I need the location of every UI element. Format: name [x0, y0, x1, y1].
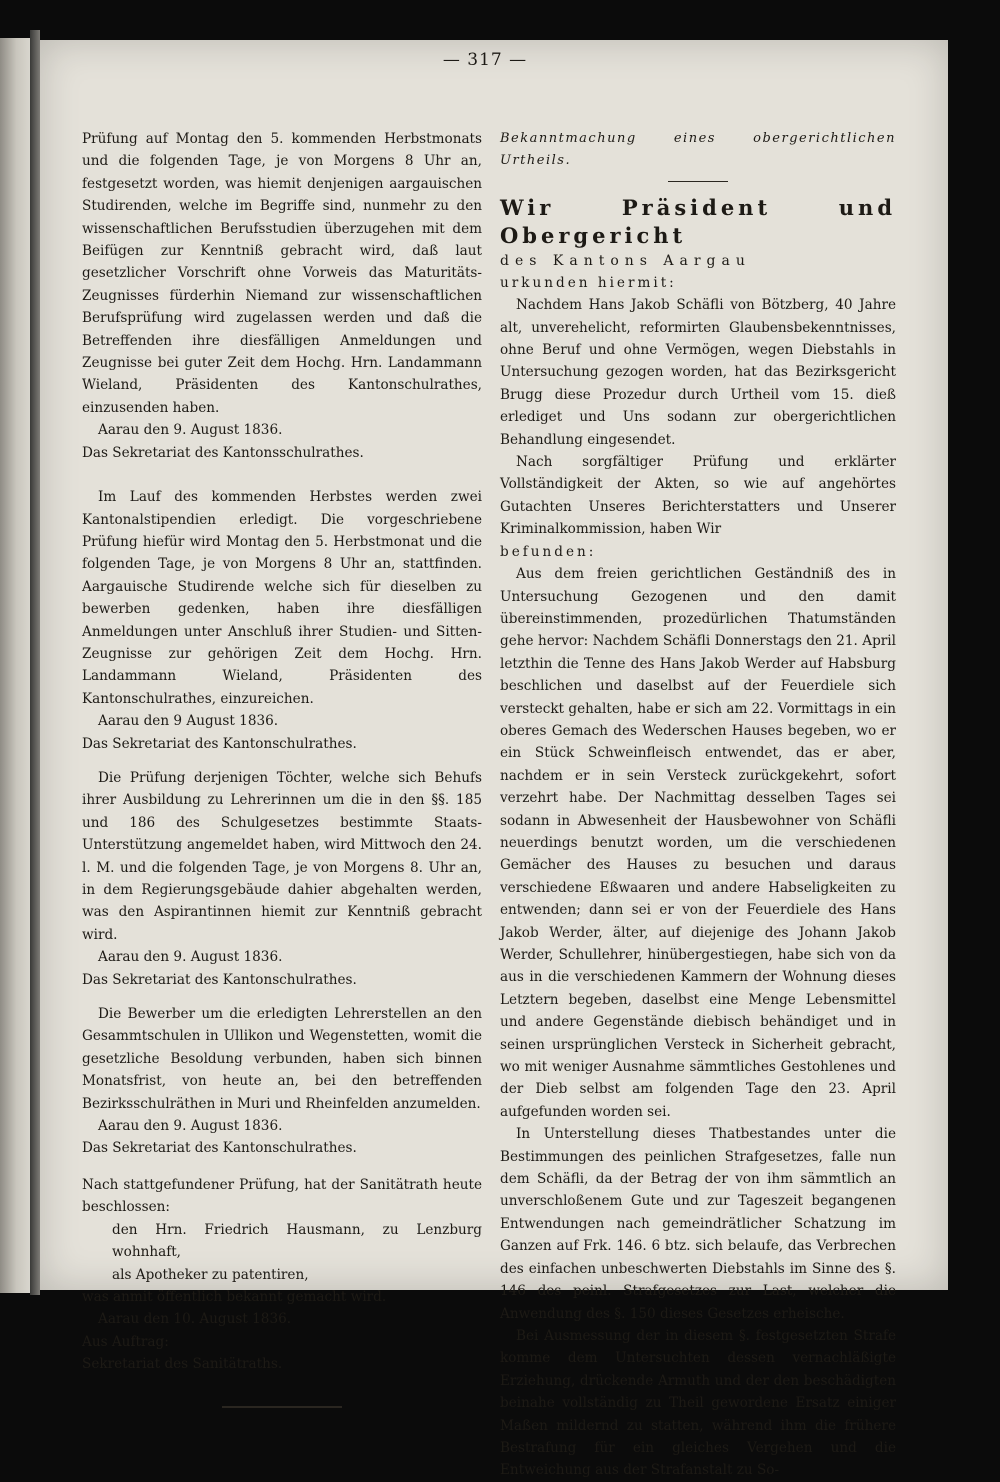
notice-exam-date: Aarau den 9. August 1836.	[98, 422, 283, 439]
notice-stipend-date: Aarau den 9 August 1836.	[98, 713, 279, 730]
court-subtitle: des Kantons Aargau	[500, 252, 751, 269]
judgment-para-1: Nachdem Hans Jakob Schäfli von Bötzberg, 40 Jahre alt, unverehelicht, reformirten Glaubensbekenntnisses, ohne Beruf und ohne Vermögen, wegen Diebstahls in Untersuchung gezogen worden, hat das Bezirksgericht Brugg diese Prozedur durch Urtheil vom 15. dieß erlediget und Uns sodann zur obergerichtlichen Behandlung eingesendet.	[500, 297, 896, 448]
spacer	[82, 464, 482, 486]
notice-vacancies-date: Aarau den 9. August 1836.	[98, 1118, 283, 1135]
judgment-para-2: Nach sorgfältiger Prüfung und erklärter Vollständigkeit der Akten, so wie auf angehörtes Gutachten Unseres Berichterstatters und Unserer Kriminalkommission, haben Wir	[500, 454, 896, 538]
notice-teachers-text: Die Prüfung derjenigen Töchter, welche sich Behufs ihrer Ausbildung zu Lehrerinnen um die in den §§. 185 und 186 des Schulgesetzes bestimmte Staats-Unterstützung angemeldet haben, wird Mittwoch den 24. l. M. und die folgenden Tage, je von Morgens 8. Uhr an, in dem Regierungsgebäude dahier abgehalten werden, was den Aspirantinnen hiemit zur Kenntniß gebracht wird.	[82, 769, 482, 943]
header-rule	[668, 181, 728, 182]
notice-teachers-signature: Das Sekretariat des Kantonschulrathes.	[82, 971, 357, 988]
notice-vacancies-signature: Das Sekretariat des Kantonschulrathes.	[82, 1140, 357, 1157]
notice-sanitary-date: Aarau den 10. August 1836.	[98, 1311, 292, 1328]
notice-vacancies-text: Die Bewerber um die erledigten Lehrerstellen an den Gesammtschulen in Ullikon und Wegenstetten, womit die gesetzliche Besoldung verbunden, haben sich binnen Monatsfrist, von heute an, bei den betreffenden Bezirksschulräthen in Muri und Rheinfelden anzumelden.	[82, 1006, 482, 1112]
judgment-header: Bekanntmachung eines obergerichtlichen Urtheils.	[500, 131, 896, 169]
notice-exam-signature: Das Sekretariat des Kantonsschulrathes.	[82, 444, 364, 461]
notice-exam-text: Prüfung auf Montag den 5. kommenden Herbstmonats und die folgenden Tage, je von Morgens 8 Uhr an, festgesetzt worden, was hiemit denjenigen aargauischen Studirenden, welche im Begriffe sind, nunmehr zu den wissenschaftlichen Berufsstudien überzugehen mit dem Beifügen zur Kenntniß gebracht wird, daß laut gesetzlicher Vorschrift ohne Vorweis das Maturitäts-Zeugnisses fürderhin Niemand zur wissenschaftlichen Berufsprüfung wird zugelassen werden und daß die Betreffenden ihre diesfälligen Anmeldungen und Zeugnisse bei guter Zeit dem Hochg. Hrn. Landammann Wieland, Präsidenten des Kantonschulrathes, einzusenden haben.	[82, 131, 482, 416]
notice-teachers-date: Aarau den 9. August 1836.	[98, 949, 283, 966]
notice-sanitary-signature-1: Aus Auftrag:	[82, 1333, 169, 1350]
judgment-para-4: In Unterstellung dieses Thatbestandes unter die Bestimmungen des peinlichen Strafgesetzes, falle nun dem Schäfli, da der Betrag der von ihm sämmtlich an unverschloßenem Gute und zur Tageszeit begangenen Entwendungen nach gemeindrätlicher Schatzung im Ganzen auf Frk. 146. 6 btz. sich belaufe, das Verbrechen des einfachen unbeschwerten Diebstahls im Sinne des §. 146 des peinl. Strafgesetzes zur Last, welcher die Anwendung des §. 150 dieses Gesetzes erheische.	[500, 1126, 896, 1322]
book-gutter	[30, 30, 40, 1295]
spacer	[82, 991, 482, 1003]
judgment-para-3: Aus dem freien gerichtlichen Geständniß des in Untersuchung Gezogenen und den damit übereinstimmenden, prozedürlichen Thatumständen gehe hervor: Nachdem Schäfli Donnerstags den 21. April letzthin die Tenne des Hans Jakob Werder auf Habsburg beschlichen und daselbst auf der Feuerdiele sich versteckt gehalten, habe er sich am 22. Vormittags in ein oberes Gemach des Wederschen Hauses begeben, wo er ein Stück Schweinfleisch entwendet, das er aber, nachdem er in sein Versteck zurückgekehrt, sofort verzehrt habe. Der Nachmittag desselben Tages sei sodann in Abwesenheit der Hausbewohner von Schäfli neuerdings benutzt worden, um die verschiedenen Gemächer des Hauses zu besuchen und daraus verschiedene Eßwaaren und andere Habseligkeiten zu entwenden; dann sei er von der Feuerdiele des Hans Jakob Werder, älter, auf diejenige des Johann Jakob Werder, Schullehrer, hinübergestiegen, habe sich von da aus in die verschiedenen Kammern der Wohnung dieses Letztern begeben, daselbst eine Menge Lebensmittel und andere Gegenstände diebisch behändiget und in seinen ursprünglichen Versteck in Sicherheit gebracht, wo mit weniger Ausnahme sämmtliches Gestohlenes und der Dieb selbst am folgenden Tage den 23. April aufgefunden worden sei.	[500, 566, 896, 1120]
befunden-heading: befunden:	[500, 543, 597, 560]
notice-sanitary-line2: als Apotheker zu patentiren,	[112, 1266, 309, 1283]
previous-page-edge	[0, 38, 30, 1293]
notice-sanitary-line1: den Hrn. Friedrich Hausmann, zu Lenzburg wohnhaft,	[112, 1221, 482, 1261]
notice-sanitary-intro: Nach stattgefundener Prüfung, hat der Sanitätrath heute beschlossen:	[82, 1176, 482, 1216]
judgment-para-5: Bei Ausmessung der in diesem §. festgesetzten Strafe komme dem Untersuchten dessen vernachläßigte Erziehung, drückende Armuth und der den beschädigten beinahe vollständig zu Theil gewordene Ersatz einiger Maßen mildernd zu statten, während ihm die frühere Bestrafung für ein gleiches Vergehen und die Entweichung aus der Strafanstalt zu So-	[500, 1327, 896, 1479]
notice-sanitary-outro: was anmit öffentlich bekannt gemacht wird.	[82, 1288, 387, 1305]
right-column	[500, 128, 896, 1482]
notice-sanitary-signature-2: Sekretariat des Sanitätraths.	[82, 1356, 283, 1373]
end-rule	[222, 1406, 342, 1408]
notice-stipend-signature: Das Sekretariat des Kantonschulrathes.	[82, 735, 357, 752]
page-number: — 317 —	[442, 50, 528, 70]
spacer	[82, 755, 482, 767]
urkunden-heading: urkunden hiermit:	[500, 274, 677, 291]
court-title: Wir Präsident und Obergericht	[500, 194, 896, 248]
left-column	[82, 128, 482, 1408]
notice-stipend-text: Im Lauf des kommenden Herbstes werden zwei Kantonalstipendien erledigt. Die vorgeschriebene Prüfung hiefür wird Montag den 5. Herbstmonat und die folgenden Tage, je von Morgens 8 Uhr an, stattfinden. Aargauische Studirende welche sich für dieselben zu bewerben gedenken, haben ihre diesfälligen Anmeldungen unter Anschluß ihrer Studien- und Sitten-Zeugnisse zur gehörigen Zeit dem Hochg. Hrn. Landammann Wieland, Präsidenten des Kantonschulrathes, einzureichen.	[82, 489, 482, 707]
